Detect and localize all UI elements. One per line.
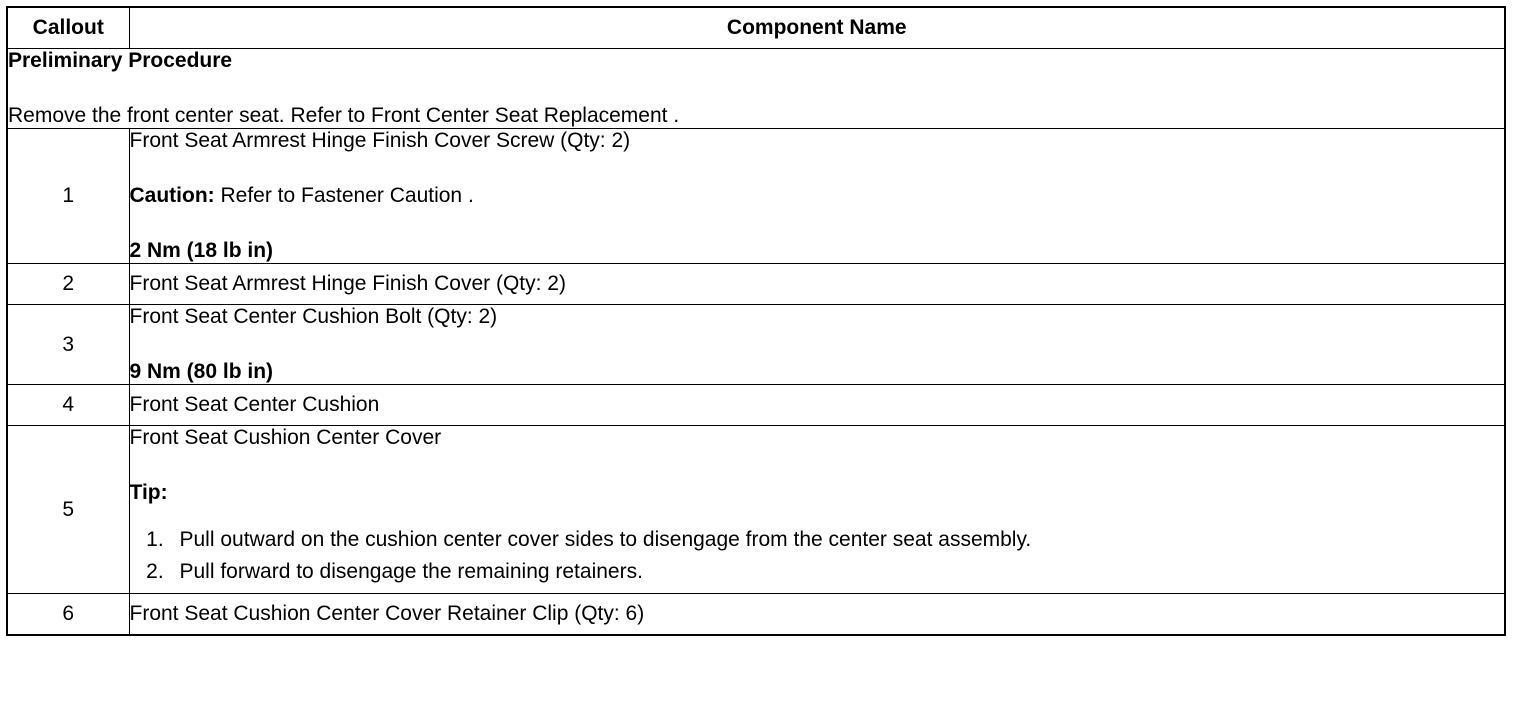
component-cell <box>129 129 1505 264</box>
tip-step: 1. Pull outward on the cushion center cover sides to disengage from the center seat assembly. <box>170 524 1505 556</box>
table-row <box>7 385 1505 426</box>
callout-column-header: Callout <box>7 7 129 49</box>
tip-steps-list <box>130 524 1505 588</box>
callout-number: 4 <box>7 385 129 426</box>
callout-number: 6 <box>7 594 129 636</box>
tip-label: Tip: <box>129 481 168 504</box>
component-cell <box>129 426 1505 594</box>
caution-text: Refer to Fastener Caution . <box>214 184 474 207</box>
table-header-row <box>7 7 1505 49</box>
table-row <box>7 305 1505 385</box>
preliminary-procedure-cell <box>7 49 1505 129</box>
component-name: Front Seat Cushion Center Cover Retainer Clip (Qty: 6) <box>129 594 1505 636</box>
table-row <box>7 426 1505 594</box>
table-row <box>7 594 1505 636</box>
callout-number: 1 <box>7 129 129 264</box>
callout-number: 3 <box>7 305 129 385</box>
preliminary-procedure-text: Remove the front center seat. Refer to Front Center Seat Replacement . <box>8 104 680 127</box>
component-table <box>6 6 1506 636</box>
torque-spec: 9 Nm (80 lb in) <box>129 360 274 383</box>
preliminary-procedure-row <box>7 49 1505 129</box>
component-name-column-header: Component Name <box>129 7 1505 49</box>
torque-spec: 2 Nm (18 lb in) <box>129 239 274 262</box>
callout-number: 2 <box>7 264 129 305</box>
component-cell <box>129 305 1505 385</box>
component-name: Front Seat Center Cushion Bolt (Qty: 2) <box>129 305 498 328</box>
tip-step: 2. Pull forward to disengage the remaining retainers. <box>170 556 1505 588</box>
table-row <box>7 264 1505 305</box>
component-name: Front Seat Armrest Hinge Finish Cover (Qty: 2) <box>129 264 1505 305</box>
preliminary-procedure-title: Preliminary Procedure <box>8 49 233 72</box>
component-name: Front Seat Armrest Hinge Finish Cover Screw (Qty: 2) <box>129 129 631 152</box>
component-name: Front Seat Center Cushion <box>129 385 1505 426</box>
caution-label: Caution: <box>129 184 215 207</box>
table-row <box>7 129 1505 264</box>
component-name: Front Seat Cushion Center Cover <box>129 426 442 449</box>
callout-number: 5 <box>7 426 129 594</box>
caution-note <box>130 184 1505 208</box>
